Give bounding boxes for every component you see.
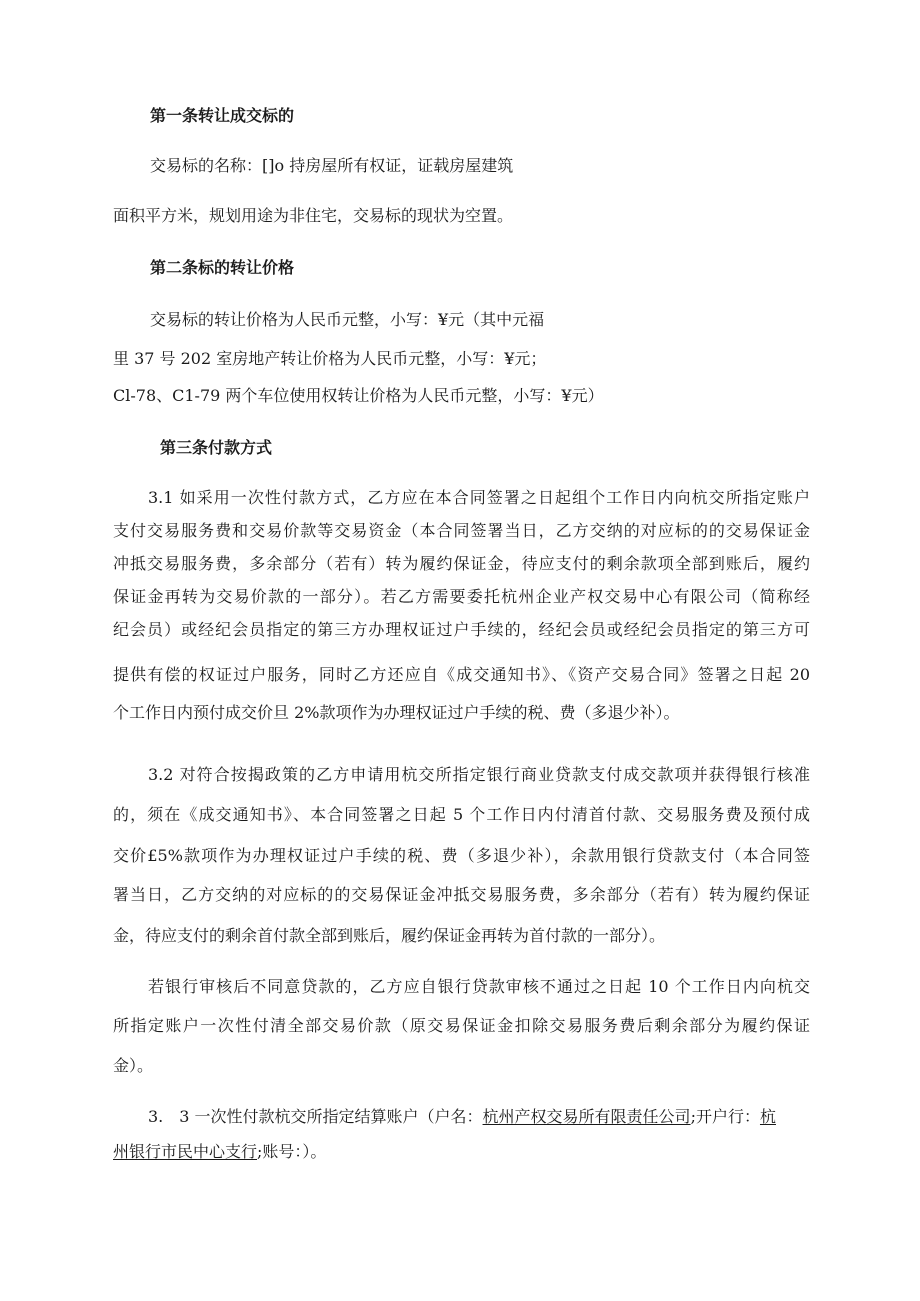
p32-line: 署当日，乙方交纳的对应标的的交易保证金冲抵交易服务费，多余部分（若有）转为履约保证	[113, 885, 810, 904]
p32-line: 金，待应支付的剩余首付款全部到账后，履约保证金再转为首付款的一部分）。	[113, 926, 666, 945]
article1-line1: 交易标的名称：[]o 持房屋所有权证，证载房屋建筑	[150, 156, 514, 175]
p32-line: 交价£5%款项作为办理权证过户手续的税、费（多退少补），余款用银行贷款支付（本合同签	[113, 846, 810, 865]
loan-line: 若银行审核后不同意贷款的，乙方应自银行贷款审核不通过之日起 10 个工作日内向杭交	[148, 977, 810, 996]
article1-heading: 第一条转让成交标的	[150, 106, 295, 125]
p31-line: 个工作日内预付成交价旦 2%款项作为办理权证过户手续的税、费（多退少补）。	[113, 703, 680, 722]
p31-line: 提供有偿的权证过户服务，同时乙方还应自《成交通知书》、《资产交易合同》签署之日起 20	[113, 665, 810, 684]
p33-line1	[148, 1107, 810, 1127]
bank-name-end: 州银行市民中心支行	[113, 1142, 258, 1161]
loan-line: 所指定账户一次性付清全部交易价款（原交易保证金扣除交易服务费后剩余部分为履约保证	[113, 1016, 810, 1035]
article2-heading: 第二条标的转让价格	[150, 258, 295, 277]
p33-line2	[113, 1142, 813, 1162]
p33-mid: ;开户行：	[690, 1107, 760, 1126]
p33-prefix: 3. 3 一次性付款杭交所指定结算账户（户名：	[148, 1107, 483, 1126]
p31-line: 纪会员）或经纪会员指定的第三方办理权证过户手续的，经纪会员或经纪会员指定的第三方可	[113, 620, 810, 639]
p31-line: 保证金再转为交易价款的一部分）。若乙方需要委托杭州企业产权交易中心有限公司（简称经	[113, 587, 810, 606]
p32-line: 的，须在《成交通知书》、本合同签署之日起 5 个工作日内付清首付款、交易服务费及预付成	[113, 805, 810, 824]
p32-line: 3.2 对符合按揭政策的乙方申请用杭交所指定银行商业贷款支付成交款项并获得银行核准	[148, 765, 810, 784]
article2-line2: 里 37 号 202 室房地产转让价格为人民币元整，小写：¥元；	[113, 349, 547, 368]
article2-line3: Cl-78、C1-79 两个车位使用权转让价格为人民币元整，小写：¥元）	[113, 386, 604, 405]
account-name: 杭州产权交易所有限责任公司	[482, 1107, 691, 1126]
p31-line: 3.1 如采用一次性付款方式，乙方应在本合同签署之日起组个工作日内向杭交所指定账户	[148, 488, 810, 507]
article2-line1: 交易标的转让价格为人民币元整，小写：¥元（其中元福	[150, 310, 545, 329]
p33-suffix: ;账号：）。	[257, 1142, 327, 1161]
p31-line: 冲抵交易服务费，多余部分（若有）转为履约保证金，待应支付的剩余款项全部到账后，履约	[113, 554, 810, 573]
article3-heading: 第三条付款方式	[160, 438, 273, 457]
p31-line: 支付交易服务费和交易价款等交易资金（本合同签署当日，乙方交纳的对应标的的交易保证金	[113, 521, 810, 540]
loan-line: 金）。	[113, 1056, 154, 1075]
article1-line2: 面积平方米，规划用途为非住宅，交易标的现状为空置。	[113, 206, 514, 225]
bank-name-start: 杭	[759, 1107, 776, 1126]
